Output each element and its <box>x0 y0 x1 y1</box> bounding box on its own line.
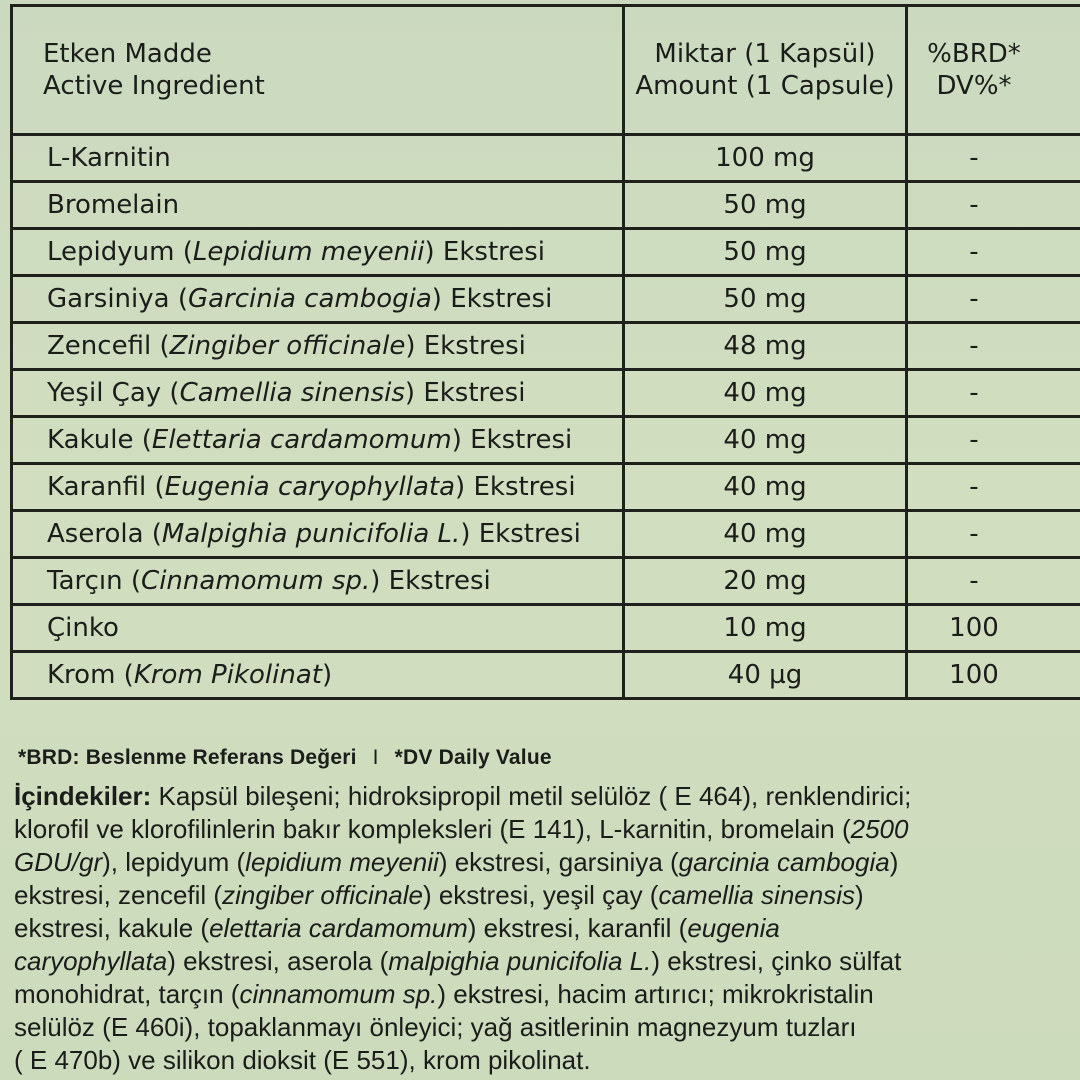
ingredient-amount: 20 mg <box>624 558 907 605</box>
ingredient-name-cell <box>12 652 624 699</box>
ingredient-name: Çinko <box>47 613 119 643</box>
ingredient-amount: 10 mg <box>624 605 907 652</box>
ingredients-segment: eugenia <box>687 913 780 943</box>
header-dv-tr: %BRD* <box>927 39 1021 69</box>
ingredient-suffix: ) Ekstresi <box>424 237 546 267</box>
ingredient-amount: 40 mg <box>624 511 907 558</box>
ingredients-segment: ) ekstresi, garsiniya ( <box>438 847 679 877</box>
ingredient-name-cell <box>12 417 624 464</box>
ingredients-segment: ) ekstresi, aserola ( <box>167 946 389 976</box>
footnote <box>18 746 552 770</box>
ingredients-segment: monohidrat, tarçın ( <box>14 979 240 1009</box>
ingredient-latin-name: Garcinia cambogia <box>187 284 432 314</box>
ingredient-suffix: ) Ekstresi <box>460 519 581 549</box>
ingredients-segment: cinnamomum sp. <box>239 979 438 1009</box>
ingredients-segment: camellia sinensis <box>658 880 855 910</box>
ingredient-name: Zencefil ( <box>47 331 170 361</box>
ingredient-dv: - <box>907 135 1080 182</box>
ingredient-dv: - <box>907 417 1080 464</box>
table-row <box>12 370 1080 417</box>
ingredients-segment: ) <box>889 847 899 877</box>
ingredient-latin-name: Zingiber officinale <box>169 331 406 361</box>
ingredients-segment: selülöz (E 460i), topaklanmayı önleyici; yağ asitlerinin magnezyum tuzları <box>14 1012 857 1042</box>
table-row <box>12 417 1080 464</box>
ingredients-text <box>14 780 1074 1077</box>
ingredients-line <box>14 846 1074 879</box>
ingredient-name-cell <box>12 511 624 558</box>
ingredient-suffix: ) Ekstresi <box>405 331 526 361</box>
ingredient-name: Lepidyum ( <box>47 237 193 267</box>
ingredients-line <box>14 1044 1074 1077</box>
ingredients-line <box>14 879 1074 912</box>
ingredient-name-cell <box>12 558 624 605</box>
ingredient-name: Garsiniya ( <box>47 284 188 314</box>
footnote-dv: *DV Daily Value <box>394 746 552 769</box>
ingredient-suffix: ) Ekstresi <box>455 472 576 502</box>
ingredient-dv: 100 <box>907 605 1080 652</box>
header-ingredient-tr: Etken Madde <box>43 39 212 69</box>
ingredients-segment: malpighia punicifolia L. <box>388 946 652 976</box>
header-amount <box>624 6 907 135</box>
ingredients-segment: ), lepidyum ( <box>102 847 246 877</box>
ingredient-suffix: ) Ekstresi <box>451 425 573 455</box>
ingredient-latin-name: Elettaria cardamomum <box>151 425 452 455</box>
table-row <box>12 652 1080 699</box>
ingredients-segment: elettaria cardamomum <box>209 913 468 943</box>
ingredient-amount: 50 mg <box>624 229 907 276</box>
ingredient-name: Tarçın ( <box>47 566 142 596</box>
ingredient-amount: 50 mg <box>624 182 907 229</box>
ingredient-latin-name: Krom Pikolinat <box>133 660 322 690</box>
ingredients-segment: ekstresi, zencefil ( <box>14 880 223 910</box>
header-amount-en: Amount (1 Capsule) <box>635 71 895 101</box>
footnote-separator: I <box>372 746 379 769</box>
ingredient-suffix: ) <box>321 660 333 690</box>
table-body <box>12 135 1080 699</box>
ingredients-segment: lepidium meyenii <box>245 847 439 877</box>
ingredient-amount: 50 mg <box>624 276 907 323</box>
ingredient-name-cell <box>12 323 624 370</box>
ingredient-amount: 40 mg <box>624 370 907 417</box>
table-row <box>12 229 1080 276</box>
header-ingredient <box>12 6 624 135</box>
ingredients-segment: ekstresi, kakule ( <box>14 913 210 943</box>
ingredient-latin-name: Malpighia punicifolia L. <box>161 519 461 549</box>
ingredient-name: Aserola ( <box>47 519 162 549</box>
table-row <box>12 182 1080 229</box>
ingredient-name: Krom ( <box>47 660 134 690</box>
ingredient-dv: - <box>907 370 1080 417</box>
ingredient-latin-name: Cinnamomum sp. <box>141 566 371 596</box>
table-row <box>12 511 1080 558</box>
ingredients-line <box>14 780 1074 813</box>
ingredient-dv: - <box>907 511 1080 558</box>
ingredient-amount: 40 µg <box>624 652 907 699</box>
ingredient-name-cell <box>12 464 624 511</box>
ingredients-segment: ) ekstresi, çinko sülfat <box>651 946 902 976</box>
ingredient-name-cell <box>12 605 624 652</box>
ingredient-latin-name: Camellia sinensis <box>179 378 405 408</box>
ingredients-segment: zingiber officinale <box>222 880 423 910</box>
ingredient-dv: - <box>907 558 1080 605</box>
ingredients-segment: ) ekstresi, karanfil ( <box>467 913 688 943</box>
ingredient-amount: 100 mg <box>624 135 907 182</box>
ingredients-heading: İçindekiler: <box>14 781 152 811</box>
ingredient-suffix: ) Ekstresi <box>370 566 491 596</box>
header-amount-tr: Miktar (1 Kapsül) <box>654 39 876 69</box>
ingredients-segment: GDU/gr <box>14 847 103 877</box>
ingredient-amount: 40 mg <box>624 417 907 464</box>
ingredient-dv: - <box>907 323 1080 370</box>
ingredient-dv: 100 <box>907 652 1080 699</box>
ingredient-dv: - <box>907 182 1080 229</box>
ingredients-segment: ) <box>855 880 864 910</box>
ingredients-line <box>14 978 1074 1011</box>
ingredient-dv: - <box>907 464 1080 511</box>
ingredients-segment: 2500 <box>850 814 909 844</box>
ingredient-name: Bromelain <box>47 190 180 220</box>
ingredient-latin-name: Lepidium meyenii <box>192 237 425 267</box>
ingredient-name: Yeşil Çay ( <box>47 378 180 408</box>
ingredients-line <box>14 945 1074 978</box>
table-row <box>12 464 1080 511</box>
table-row <box>12 558 1080 605</box>
nutrition-table <box>10 4 1080 700</box>
table-header-row <box>12 6 1080 135</box>
ingredients-segment: garcinia cambogia <box>678 847 890 877</box>
ingredient-name: Kakule ( <box>47 425 152 455</box>
ingredient-name-cell <box>12 229 624 276</box>
ingredient-amount: 40 mg <box>624 464 907 511</box>
ingredients-segment: caryophyllata <box>14 946 168 976</box>
ingredient-name-cell <box>12 135 624 182</box>
ingredient-name: Karanfil ( <box>47 472 165 502</box>
table-row <box>12 135 1080 182</box>
ingredient-latin-name: Eugenia caryophyllata <box>164 472 456 502</box>
ingredients-segment: ) ekstresi, yeşil çay ( <box>422 880 659 910</box>
table-row <box>12 605 1080 652</box>
header-ingredient-en: Active Ingredient <box>43 71 265 101</box>
ingredients-line <box>14 1011 1074 1044</box>
ingredient-name: L-Karnitin <box>47 143 171 173</box>
footnote-brd: *BRD: Beslenme Referans Değeri <box>18 746 357 769</box>
ingredients-segment: ) ekstresi, hacim artırıcı; mikrokristalin <box>437 979 874 1009</box>
ingredients-segment: Kapsül bileşeni; hidroksipropil metil selülöz ( E 464), renklendirici; <box>151 781 912 811</box>
ingredient-name-cell <box>12 370 624 417</box>
table-row <box>12 276 1080 323</box>
ingredients-line <box>14 912 1074 945</box>
ingredient-name-cell <box>12 182 624 229</box>
ingredient-suffix: ) Ekstresi <box>404 378 526 408</box>
ingredients-segment: ( E 470b) ve silikon dioksit (E 551), krom pikolinat. <box>14 1045 591 1075</box>
ingredient-name-cell <box>12 276 624 323</box>
ingredient-suffix: ) Ekstresi <box>431 284 553 314</box>
ingredient-dv: - <box>907 276 1080 323</box>
ingredient-dv: - <box>907 229 1080 276</box>
ingredients-line <box>14 813 1074 846</box>
ingredient-amount: 48 mg <box>624 323 907 370</box>
table-row <box>12 323 1080 370</box>
header-dv <box>907 6 1080 135</box>
header-dv-en: DV%* <box>936 71 1012 101</box>
ingredients-segment: klorofil ve klorofilinlerin bakır kompleksleri (E 141), L-karnitin, bromelain ( <box>14 814 851 844</box>
